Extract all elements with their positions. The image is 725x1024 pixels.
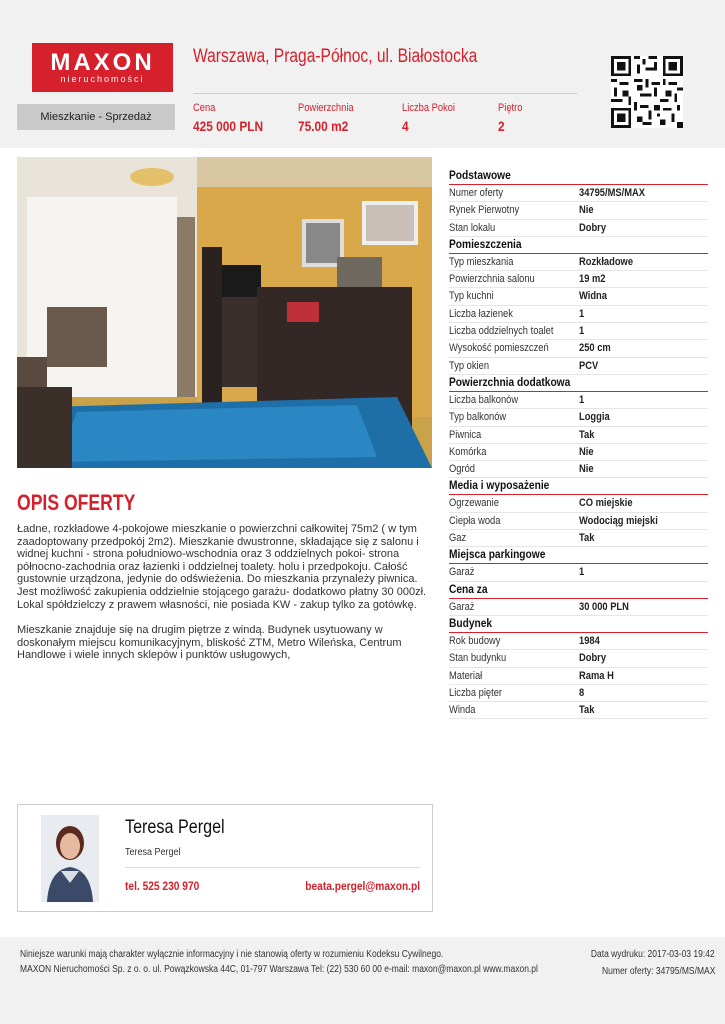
spec-value: 34795/MS/MAX <box>579 187 646 199</box>
stat-rooms <box>402 102 464 134</box>
spec-row <box>449 685 708 702</box>
spec-section <box>449 616 708 719</box>
spec-section-title <box>449 168 708 185</box>
spec-value: Widna <box>579 290 607 303</box>
spec-section <box>449 582 708 616</box>
spec-value: Dobry <box>579 652 607 665</box>
qr-code-icon[interactable] <box>611 56 683 128</box>
apartment-photo[interactable] <box>17 157 432 468</box>
spec-key: Rok budowy <box>449 634 501 647</box>
spec-key: Gaz <box>449 532 467 545</box>
spec-section <box>449 168 708 237</box>
divider <box>449 581 708 582</box>
stat-label: Piętro <box>498 102 523 114</box>
spec-value: Nie <box>579 445 594 458</box>
offer-type-label: Mieszkanie - Sprzedaż <box>40 111 152 123</box>
spec-key: Garaż <box>449 566 475 579</box>
spec-section-title-text: Miejsca parkingowe <box>449 547 546 562</box>
footer-disclaimer: Niniejsze warunki mają charakter wyłącznie informacyjny i nie stanowią oferty w rozumieniu Kodeksu Cywilnego. <box>20 949 444 960</box>
listing-title: Warszawa, Praga-Północ, ul. Białostocka <box>193 46 478 67</box>
spec-key: Typ okien <box>449 359 490 372</box>
logo-subtext: nieruchomości <box>60 74 145 84</box>
spec-value: 1 <box>579 566 585 579</box>
spec-section-title-text: Cena za <box>449 581 488 596</box>
agent-card <box>17 804 433 912</box>
stat-label: Powierzchnia <box>298 102 354 114</box>
spec-row <box>449 358 708 375</box>
spec-value: PCV <box>579 359 599 372</box>
spec-key: Typ mieszkania <box>449 255 514 268</box>
spec-row <box>449 220 708 237</box>
spec-section-title-text: Budynek <box>449 615 493 630</box>
spec-value: Loggia <box>579 411 610 424</box>
stat-value: 2 <box>498 118 505 134</box>
spec-key: Stan lokalu <box>449 221 496 234</box>
spec-row <box>449 271 708 288</box>
spec-value: Tak <box>579 532 595 545</box>
spec-value: 1 <box>579 393 585 406</box>
spec-row <box>449 650 708 667</box>
spec-section-title <box>449 237 708 254</box>
spec-row <box>449 461 708 478</box>
spec-row <box>449 495 708 512</box>
spec-row <box>449 202 708 219</box>
spec-section-title-text: Podstawowe <box>449 168 511 182</box>
stat-value: 75.00 m2 <box>298 118 349 134</box>
footer-company-info: MAXON Nieruchomości Sp. z o. o. ul. Powązkowska 44C, 01-797 Warszawa Tel: (22) 530 60 00 e-mail: maxon@maxon.pl www.maxon.pl <box>20 964 538 975</box>
spec-value: Tak <box>579 428 595 441</box>
spec-row <box>449 254 708 271</box>
spec-key: Ogrzewanie <box>449 497 499 510</box>
stat-label: Cena <box>193 102 216 114</box>
spec-value: Nie <box>579 204 594 217</box>
spec-row <box>449 564 708 581</box>
spec-row <box>449 323 708 340</box>
spec-row <box>449 288 708 305</box>
spec-key: Liczba łazienek <box>449 307 513 320</box>
spec-key: Typ balkonów <box>449 411 507 424</box>
spec-value: 1 <box>579 325 585 338</box>
spec-value: Tak <box>579 704 595 717</box>
stat-price <box>193 102 276 134</box>
spec-row <box>449 702 708 719</box>
agent-name: Teresa Pergel <box>125 817 225 838</box>
logo-text: MAXON <box>50 49 155 76</box>
spec-row <box>449 633 708 650</box>
stat-area <box>298 102 363 134</box>
spec-row <box>449 599 708 616</box>
spec-key: Ogród <box>449 463 475 476</box>
spec-section-title <box>449 478 708 495</box>
stat-label: Liczba Pokoi <box>402 102 456 114</box>
agent-phone-link[interactable]: tel. 525 230 970 <box>125 879 200 893</box>
spec-key: Ciepła woda <box>449 514 501 527</box>
spec-value: Rama H <box>579 669 614 682</box>
spec-key: Powierzchnia salonu <box>449 273 535 286</box>
agent-avatar <box>41 815 99 902</box>
spec-key: Materiał <box>449 669 483 682</box>
footer-print-date: Data wydruku: 2017-03-03 19:42 <box>591 949 715 960</box>
spec-section <box>449 478 708 547</box>
agent-subtitle: Teresa Pergel <box>125 847 181 858</box>
spec-key: Liczba pięter <box>449 686 503 699</box>
spec-section <box>449 237 708 375</box>
spec-section-title <box>449 616 708 633</box>
spec-row <box>449 444 708 461</box>
spec-row <box>449 340 708 357</box>
stat-value: 425 000 PLN <box>193 118 264 134</box>
spec-section-title-text: Pomieszczenia <box>449 236 522 251</box>
spec-value: Nie <box>579 463 594 476</box>
stat-floor <box>498 102 527 134</box>
spec-key: Liczba oddzielnych toalet <box>449 325 554 338</box>
spec-section-title <box>449 375 708 392</box>
spec-key: Piwnica <box>449 428 482 441</box>
spec-row <box>449 513 708 530</box>
description-heading: OPIS OFERTY <box>17 490 136 515</box>
spec-key: Garaż <box>449 600 475 613</box>
spec-value: 250 cm <box>579 342 611 355</box>
description-paragraph: Ładne, rozkładowe 4-pokojowe mieszkanie o powierzchni całkowitej 75m2 ( w tym zaadoptowany przedpokój 2m2). Mieszkanie dwustronne, składające się z salonu i widnej kuchni - strona południowo-wschodnia oraz 3 oddzielnych pokoi- strona północno-zachodnia oraz łazienki i oddzielnej toalety. holu i przedpokoju. Całość gustownie urządzona, jedynie do odświeżenia. Do mieszkania przynależy piwnica. Jest możliwość zakupienia oddzielnie stojącego garażu- dodatkowo płatny 30 000zł. Lokal spółdzielczy z prawem własności, nie posiada KW - zakup tylko za gotówkę. <box>17 523 427 611</box>
spec-value: 8 <box>579 686 585 699</box>
spec-key: Stan budynku <box>449 652 507 665</box>
spec-section <box>449 375 708 478</box>
footer <box>0 937 725 1024</box>
spec-value: 1984 <box>579 634 600 647</box>
spec-key: Liczba balkonów <box>449 393 519 406</box>
spec-row <box>449 185 708 202</box>
divider <box>449 718 708 719</box>
maxon-logo[interactable] <box>32 43 173 92</box>
spec-key: Rynek Pierwotny <box>449 204 520 217</box>
description-text <box>17 523 432 675</box>
spec-value: CO miejskie <box>579 497 633 510</box>
spec-section-title-text: Media i wyposażenie <box>449 478 550 493</box>
spec-value: Rozkładowe <box>579 255 634 268</box>
spec-row <box>449 392 708 409</box>
description-paragraph: Mieszkanie znajduje się na drugim piętrze z windą. Budynek usytuowany w doskonałym miejscu komunikacyjnym, bliskość ZTM, Metro Wileńska, Centrum Handlowe i wiele innych sklepów i punktów usługowych, <box>17 624 402 662</box>
spec-value: 1 <box>579 307 585 320</box>
stat-value: 4 <box>402 118 409 134</box>
spec-key: Typ kuchni <box>449 290 494 303</box>
spec-section <box>449 547 708 581</box>
spec-row <box>449 409 708 426</box>
spec-section-title <box>449 582 708 599</box>
spec-key: Winda <box>449 704 476 717</box>
spec-key: Komórka <box>449 445 487 458</box>
spec-row <box>449 427 708 444</box>
spec-section-title <box>449 547 708 564</box>
header <box>0 0 725 148</box>
offer-type-badge <box>17 104 175 130</box>
specs-panel <box>449 168 708 719</box>
divider <box>193 93 577 94</box>
spec-row <box>449 668 708 685</box>
spec-key: Numer oferty <box>449 187 504 199</box>
spec-value: Wodociąg miejski <box>579 514 658 527</box>
spec-key: Wysokość pomieszczeń <box>449 342 549 355</box>
footer-offer-number: Numer oferty: 34795/MS/MAX <box>601 966 715 977</box>
divider <box>125 867 420 868</box>
spec-value: 30 000 PLN <box>579 600 629 613</box>
agent-email-link[interactable]: beata.pergel@maxon.pl <box>305 879 420 893</box>
spec-value: Dobry <box>579 221 607 234</box>
spec-row <box>449 306 708 323</box>
spec-row <box>449 530 708 547</box>
spec-section-title-text: Powierzchnia dodatkowa <box>449 374 571 389</box>
spec-value: 19 m2 <box>579 273 606 286</box>
